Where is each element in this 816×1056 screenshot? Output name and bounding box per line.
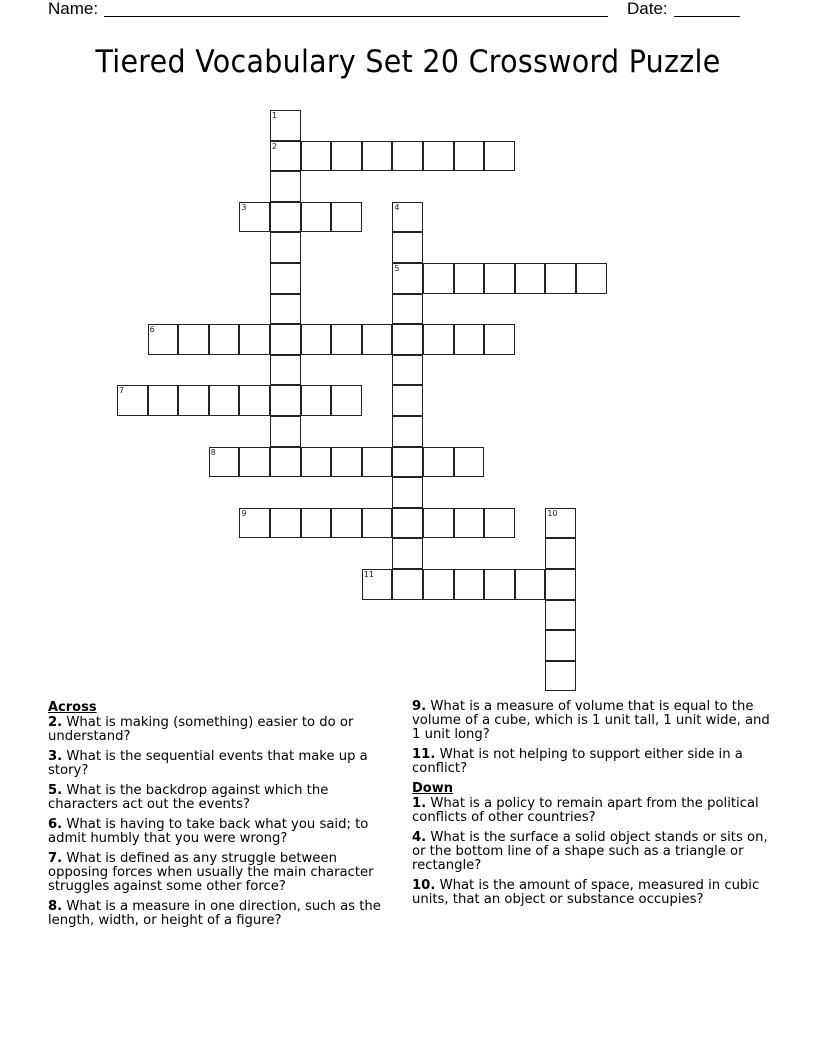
grid-cell[interactable]: [209, 447, 240, 478]
grid-cell[interactable]: [392, 324, 423, 355]
grid-cell[interactable]: [423, 141, 454, 172]
clue-text: What is making (something) easier to do or understand?: [48, 715, 354, 744]
grid-cell[interactable]: [392, 538, 423, 569]
grid-cell[interactable]: [515, 263, 546, 294]
cell-number: 6: [149, 325, 155, 335]
clue-number: 9.: [412, 699, 427, 714]
clue-across-3: [48, 750, 398, 778]
clue-across-11: [412, 748, 772, 776]
cell-number: 2: [272, 141, 278, 151]
grid-cell[interactable]: [484, 141, 515, 172]
grid-cell[interactable]: [423, 324, 454, 355]
clue-number: 2.: [48, 715, 63, 730]
grid-cell[interactable]: [515, 569, 546, 600]
clue-text: What is the sequential events that make up a story?: [48, 749, 368, 778]
clue-across-2: [48, 716, 398, 744]
clue-text: What is a measure of volume that is equal to the volume of a cube, which is 1 unit tall, 1 unit wide, and 1 unit long?: [412, 699, 770, 742]
clues-column-left: [48, 700, 398, 934]
grid-cell[interactable]: [148, 324, 179, 355]
clue-text: What is the amount of space, measured in cubic units, that an object or substance occupies?: [412, 878, 760, 907]
grid-cell[interactable]: [331, 202, 362, 233]
grid-cell[interactable]: [545, 661, 576, 692]
clue-down-10: [412, 879, 772, 907]
grid-cell[interactable]: [484, 508, 515, 539]
clue-text: What is the backdrop against which the characters act out the events?: [48, 783, 329, 812]
grid-cell[interactable]: [270, 416, 301, 447]
grid-cell[interactable]: [392, 385, 423, 416]
clue-across-8: [48, 900, 398, 928]
clue-number: 5.: [48, 783, 63, 798]
grid-cell[interactable]: [148, 385, 179, 416]
cell-number: 11: [363, 570, 374, 579]
clue-number: 7.: [48, 851, 63, 866]
grid-cell[interactable]: [301, 508, 332, 539]
grid-cell[interactable]: [239, 385, 270, 416]
grid-cell[interactable]: [392, 141, 423, 172]
grid-cell[interactable]: [576, 263, 607, 294]
grid-cell[interactable]: [392, 202, 423, 233]
grid-cell[interactable]: [423, 263, 454, 294]
grid-cell[interactable]: [209, 385, 240, 416]
grid-cell[interactable]: [454, 324, 485, 355]
clue-text: What is a measure in one direction, such as the length, width, or height of a figure?: [48, 899, 381, 928]
grid-cell[interactable]: [178, 385, 209, 416]
grid-cell[interactable]: [270, 294, 301, 325]
cell-number: 7: [119, 386, 125, 396]
clue-text: What is defined as any struggle between opposing forces when usually the main character struggles against some other force?: [48, 851, 374, 894]
grid-cell[interactable]: [545, 600, 576, 631]
grid-cell[interactable]: [209, 324, 240, 355]
grid-cell[interactable]: [117, 385, 148, 416]
clue-down-1: [412, 797, 772, 825]
grid-cell[interactable]: [270, 202, 301, 233]
grid-cell[interactable]: [270, 447, 301, 478]
grid-cell[interactable]: [270, 263, 301, 294]
grid-cell[interactable]: [301, 202, 332, 233]
clue-number: 4.: [412, 830, 427, 845]
grid-cell[interactable]: [423, 447, 454, 478]
cell-number: 4: [394, 202, 400, 212]
grid-cell[interactable]: [362, 508, 393, 539]
grid-cell[interactable]: [545, 508, 576, 539]
grid-cell[interactable]: [423, 508, 454, 539]
grid-cell[interactable]: [454, 141, 485, 172]
clues-column-right: [412, 700, 772, 913]
clue-number: 11.: [412, 747, 436, 762]
grid-cell[interactable]: [239, 508, 270, 539]
grid-cell[interactable]: [362, 141, 393, 172]
grid-cell[interactable]: [270, 232, 301, 263]
clue-text: What is a policy to remain apart from the political conflicts of other countries?: [412, 796, 759, 825]
grid-cell[interactable]: [270, 171, 301, 202]
grid-cell[interactable]: [301, 385, 332, 416]
clue-across-6: [48, 818, 398, 846]
grid-cell[interactable]: [301, 324, 332, 355]
grid-cell[interactable]: [545, 630, 576, 661]
clue-number: 3.: [48, 749, 63, 764]
across-heading: Across: [48, 700, 97, 715]
clue-across-7: [48, 852, 398, 894]
grid-cell[interactable]: [423, 569, 454, 600]
grid-cell[interactable]: [270, 355, 301, 386]
cell-number: 8: [210, 447, 216, 457]
clue-across-5: [48, 784, 398, 812]
grid-cell[interactable]: [392, 263, 423, 294]
clue-text: What is not helping to support either side in a conflict?: [412, 747, 743, 776]
grid-cell[interactable]: [239, 202, 270, 233]
grid-cell[interactable]: [484, 324, 515, 355]
grid-cell[interactable]: [392, 447, 423, 478]
grid-cell[interactable]: [331, 324, 362, 355]
grid-cell[interactable]: [392, 416, 423, 447]
clue-down-4: [412, 831, 772, 873]
cell-number: 9: [241, 508, 247, 518]
cell-number: 5: [394, 264, 400, 273]
grid-cell[interactable]: [362, 447, 393, 478]
grid-cell[interactable]: [454, 447, 485, 478]
grid-cell[interactable]: [392, 508, 423, 539]
grid-cell[interactable]: [331, 508, 362, 539]
cell-number: 1: [272, 111, 278, 120]
grid-cell[interactable]: [270, 324, 301, 355]
grid-cell[interactable]: [392, 355, 423, 386]
grid-cell[interactable]: [301, 141, 332, 172]
date-label: Date:: [627, 0, 668, 18]
down-heading: Down: [412, 781, 453, 796]
name-label: Name:: [48, 0, 99, 18]
grid-cell[interactable]: [178, 324, 209, 355]
grid-cell[interactable]: [392, 569, 423, 600]
page-title: Tiered Vocabulary Set 20 Crossword Puzzle: [95, 44, 721, 80]
clue-number: 8.: [48, 899, 63, 914]
grid-cell[interactable]: [239, 324, 270, 355]
grid-cell[interactable]: [454, 263, 485, 294]
grid-cell[interactable]: [331, 141, 362, 172]
grid-cell[interactable]: [545, 569, 576, 600]
grid-cell[interactable]: [239, 447, 270, 478]
grid-cell[interactable]: [362, 569, 393, 600]
cell-number: 3: [241, 202, 247, 212]
grid-cell[interactable]: [545, 263, 576, 294]
grid-cell[interactable]: [270, 141, 301, 172]
grid-cell[interactable]: [270, 385, 301, 416]
clue-number: 6.: [48, 817, 63, 832]
grid-cell[interactable]: [362, 324, 393, 355]
grid-cell[interactable]: [392, 294, 423, 325]
clue-across-9: [412, 700, 772, 742]
clue-text: What is the surface a solid object stands or sits on, or the bottom line of a shape such as a triangle or rectangle?: [412, 830, 768, 873]
grid-cell[interactable]: [331, 385, 362, 416]
grid-cell[interactable]: [454, 569, 485, 600]
grid-cell[interactable]: [392, 232, 423, 263]
grid-cell[interactable]: [545, 538, 576, 569]
grid-cell[interactable]: [270, 508, 301, 539]
grid-cell[interactable]: [270, 110, 301, 141]
clue-number: 1.: [412, 796, 427, 811]
grid-cell[interactable]: [331, 447, 362, 478]
clue-number: 10.: [412, 878, 436, 893]
clue-text: What is having to take back what you said; to admit humbly that you were wrong?: [48, 817, 369, 846]
grid-cell[interactable]: [484, 569, 515, 600]
cell-number: 10: [547, 508, 558, 518]
grid-cell[interactable]: [301, 447, 332, 478]
grid-cell[interactable]: [392, 477, 423, 508]
grid-cell[interactable]: [454, 508, 485, 539]
grid-cell[interactable]: [484, 263, 515, 294]
